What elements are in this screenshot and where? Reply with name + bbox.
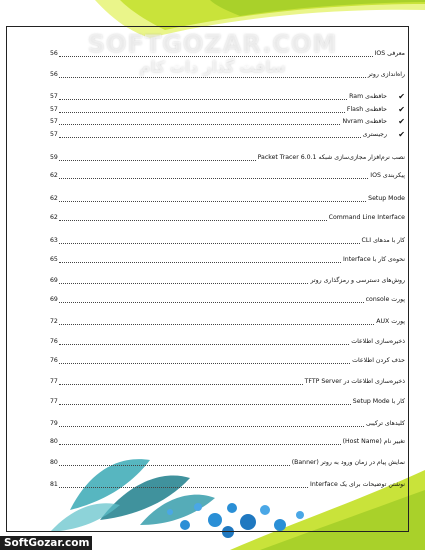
toc-entry-title: پیکربندی IOS	[370, 172, 405, 179]
toc-leader-dots	[59, 200, 366, 202]
toc-entry	[50, 152, 405, 164]
toc-entry-page: 57	[50, 131, 58, 138]
toc-leader-dots	[59, 464, 290, 466]
toc-entry-page: 57	[50, 118, 58, 125]
toc-entry-title: معرفی IOS	[374, 50, 405, 57]
watermark-persian-text: سافت گذار دات کام	[139, 58, 286, 76]
toc-entry	[50, 479, 405, 491]
toc-entry	[50, 116, 405, 128]
toc-entry-page: 62	[50, 195, 58, 202]
toc-entry-title: روش‌های دسترسی و رمزگذاری روتر	[310, 277, 405, 284]
toc-entry-page: 80	[50, 438, 58, 445]
toc-entry	[50, 48, 405, 60]
checkmark-icon: ✔	[398, 130, 405, 139]
toc-entry-page: 56	[50, 50, 58, 57]
toc-entry-title: کار با مدهای CLI	[361, 237, 405, 244]
checkmark-icon: ✔	[398, 105, 405, 114]
toc-entry	[50, 193, 405, 205]
toc-entry-title: راه‌اندازی روتر	[367, 71, 405, 78]
toc-leader-dots	[59, 282, 309, 284]
checkmark-icon: ✔	[398, 117, 405, 126]
toc-entry	[50, 294, 405, 306]
toc-entry	[50, 170, 405, 182]
toc-leader-dots	[59, 443, 341, 445]
toc-entry-page: 69	[50, 277, 58, 284]
toc-entry-title: Command Line Interface	[328, 214, 405, 221]
toc-entry-page: 69	[50, 296, 58, 303]
toc-entry-page: 65	[50, 256, 58, 263]
toc-entry-title: نحوه‌ی کار با Interface	[342, 256, 405, 263]
toc-entry-page: 62	[50, 172, 58, 179]
toc-entry	[50, 275, 405, 287]
toc-entry-title: پورت console	[365, 296, 405, 303]
toc-leader-dots	[59, 403, 351, 405]
toc-entry-page: 62	[50, 214, 58, 221]
toc-leader-dots	[59, 242, 360, 244]
toc-entry-page: 56	[50, 71, 58, 78]
toc-leader-dots	[59, 343, 349, 345]
toc-leader-dots	[59, 76, 366, 78]
toc-entry	[50, 436, 405, 448]
toc-leader-dots	[59, 55, 373, 57]
toc-entry-title: نمایش پیام در زمان ورود به روتر (Banner)	[291, 459, 405, 466]
toc-entry	[50, 69, 405, 81]
toc-entry-page: 80	[50, 459, 58, 466]
toc-entry-title: ذخیره‌سازی اطلاعات در TFTP Server	[304, 378, 405, 385]
toc-entry-page: 76	[50, 357, 58, 364]
toc-leader-dots	[59, 486, 308, 488]
toc-entry-page: 57	[50, 93, 58, 100]
toc-leader-dots	[59, 301, 364, 303]
toc-entry	[50, 355, 405, 367]
toc-leader-dots	[59, 425, 364, 427]
toc-leader-dots	[59, 219, 327, 221]
toc-leader-dots	[59, 98, 347, 100]
toc-entry-title: Setup Mode	[368, 195, 405, 202]
toc-entry-page: 59	[50, 154, 58, 161]
toc-leader-dots	[59, 177, 368, 179]
toc-entry-page: 72	[50, 318, 58, 325]
toc-entry-page: 63	[50, 237, 58, 244]
watermark-text: SOFTGOZAR.COM	[87, 30, 338, 58]
toc-leader-dots	[59, 123, 341, 125]
toc-entry	[50, 254, 405, 266]
checkmark-icon: ✔	[398, 92, 405, 101]
toc-leader-dots	[59, 261, 341, 263]
toc-entry	[50, 235, 405, 247]
toc-entry	[50, 376, 405, 388]
toc-entry-page: 57	[50, 106, 58, 113]
toc-entry-page: 76	[50, 338, 58, 345]
toc-entry-page: 79	[50, 420, 58, 427]
watermark-badge: SoftGozar.com	[0, 536, 92, 550]
toc-entry	[50, 129, 405, 141]
toc-entry-title: حذف کردن اطلاعات	[352, 357, 405, 364]
toc-entry-title: پورت AUX	[376, 318, 405, 325]
toc-entry-title: حافظه‌ی Flash	[346, 106, 387, 113]
toc-entry	[50, 457, 405, 469]
toc-entry	[50, 316, 405, 328]
toc-leader-dots	[59, 323, 374, 325]
toc-leader-dots	[59, 136, 361, 138]
toc-entry	[50, 336, 405, 348]
toc-entry-title: رجیستری	[362, 131, 387, 138]
toc-entry	[50, 396, 405, 408]
toc-entry-page: 77	[50, 398, 58, 405]
toc-entry	[50, 104, 405, 116]
toc-entry-title: نصب نرم‌افزار مجازی‌سازی شبکه Packet Tracer 6.0.1	[257, 154, 405, 161]
toc-leader-dots	[59, 111, 345, 113]
toc-entry-title: ذخیره‌سازی اطلاعات	[351, 338, 405, 345]
toc-entry-title: حافظه‌ی Nvram	[342, 118, 387, 125]
toc-entry-title: نوشتن توضیحات برای یک Interface	[310, 481, 405, 488]
toc-entry-title: کلیدهای ترکیبی	[365, 420, 405, 427]
toc-entry-page: 81	[50, 481, 58, 488]
toc-leader-dots	[59, 383, 303, 385]
toc-entry-title: حافظه‌ی Ram	[349, 93, 387, 100]
toc-entry	[50, 91, 405, 103]
toc-leader-dots	[59, 362, 350, 364]
toc-entry-page: 77	[50, 378, 58, 385]
toc-entry	[50, 418, 405, 430]
toc-entry-title: تغییر نام (Host Name)	[342, 438, 405, 445]
toc-entry-title: کار با Setup Mode	[352, 398, 405, 405]
toc-leader-dots	[59, 159, 256, 161]
toc-entry	[50, 212, 405, 224]
